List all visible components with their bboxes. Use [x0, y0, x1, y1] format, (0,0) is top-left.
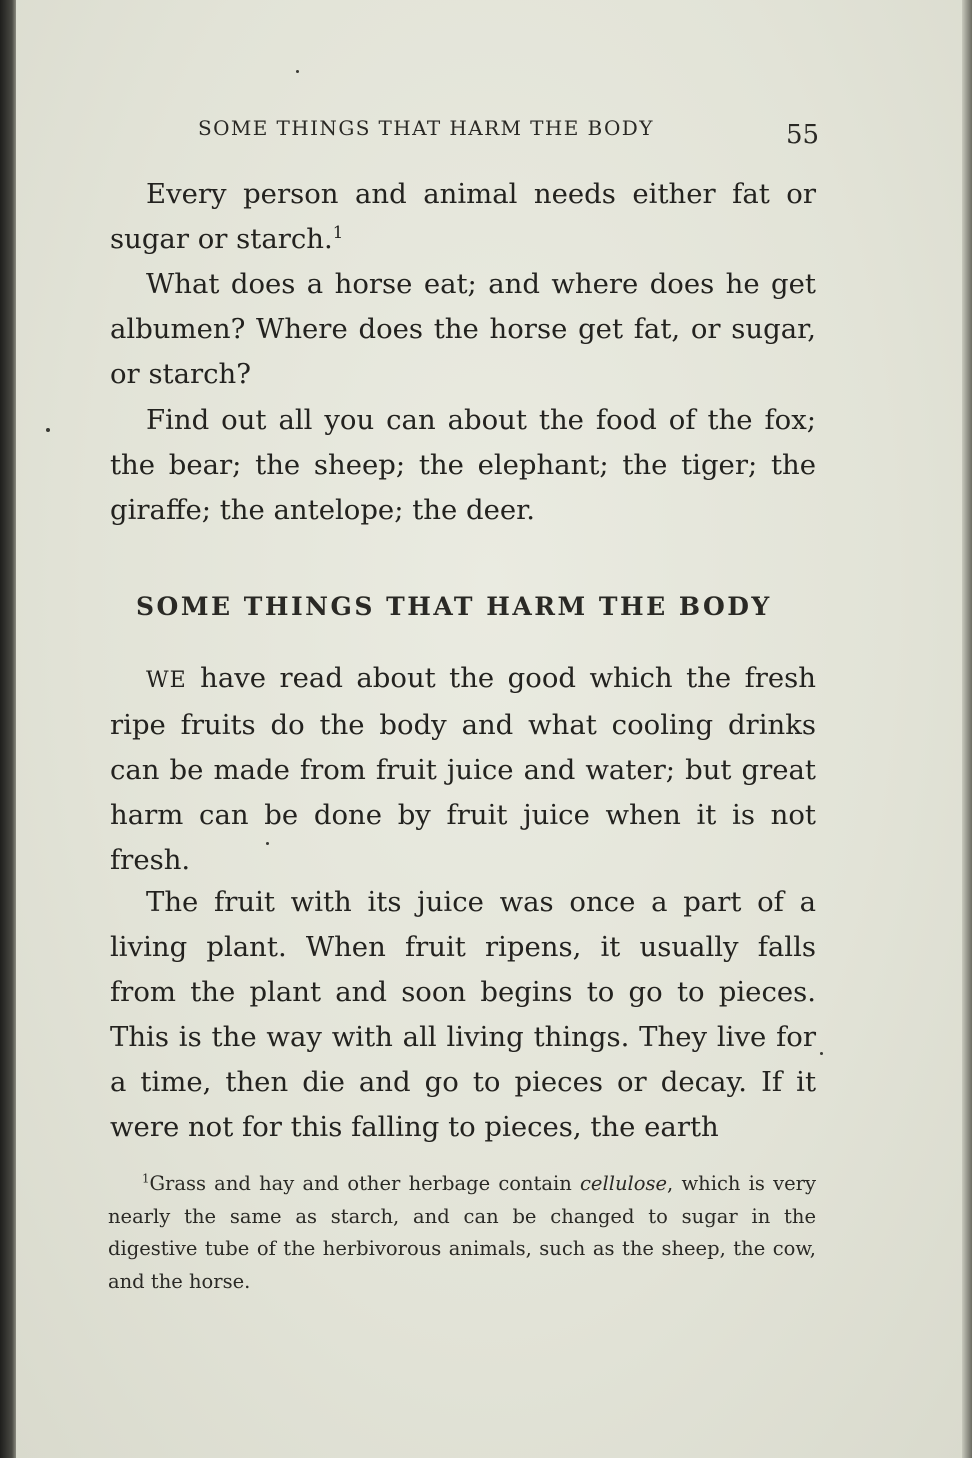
- footnote-marker: 1: [142, 1171, 150, 1186]
- page-number: 55: [786, 120, 820, 150]
- paragraph-fruit-juice-harm: [110, 656, 816, 883]
- paper-speck: [46, 428, 50, 432]
- paper-speck: [296, 70, 299, 73]
- footnote: [108, 1168, 816, 1298]
- paragraph-fat-sugar-starch: [110, 172, 816, 262]
- paragraph-decay: The fruit with its juice was once a part of a living plant. When fruit ripens, it usually falls from the plant and soon begins to go to pieces. This is the way with all living things. They live for a time, then die and go to pieces or decay. If it were not for this falling to pieces, the earth: [110, 886, 816, 1143]
- section-heading: SOME THINGS THAT HARM THE BODY: [136, 592, 772, 621]
- footnote-text-before: Grass and hay and other herbage contain: [149, 1172, 581, 1195]
- paragraph-horse-question: What does a horse eat; and where does he get albumen? Where does the horse get fat, or sugar, or starch?: [110, 268, 816, 390]
- running-head-title: SOME THINGS THAT HARM THE BODY: [198, 116, 654, 140]
- footnote-reference: 1: [332, 222, 344, 242]
- paper-speck: [266, 842, 269, 845]
- paragraph-animal-food-exercise: Find out all you can about the food of the fox; the bear; the sheep; the elephant; the tiger; the giraffe; the antelope; the deer.: [110, 404, 816, 526]
- page-edge-shadow: [962, 0, 972, 1458]
- book-page: [16, 0, 964, 1458]
- footnote-text-after: , which is very nearly the same as starch, and can be changed to sugar in the digestive tube of the herbivorous animals, such as the sheep, the cow, and the horse.: [108, 1172, 816, 1293]
- paragraph-lead-word: WE: [146, 668, 187, 693]
- paper-speck: [820, 1052, 823, 1055]
- footnote-italic-term: cellulose: [580, 1172, 668, 1195]
- paragraph-text: have read about the good which the fresh ripe fruits do the body and what cooling drinks can be made from fruit juice and water; but great harm can be done by fruit juice when it is not fresh.: [110, 662, 816, 876]
- running-head: [16, 116, 964, 156]
- paragraph-text: Every person and animal needs either fat or sugar or starch.: [110, 178, 816, 255]
